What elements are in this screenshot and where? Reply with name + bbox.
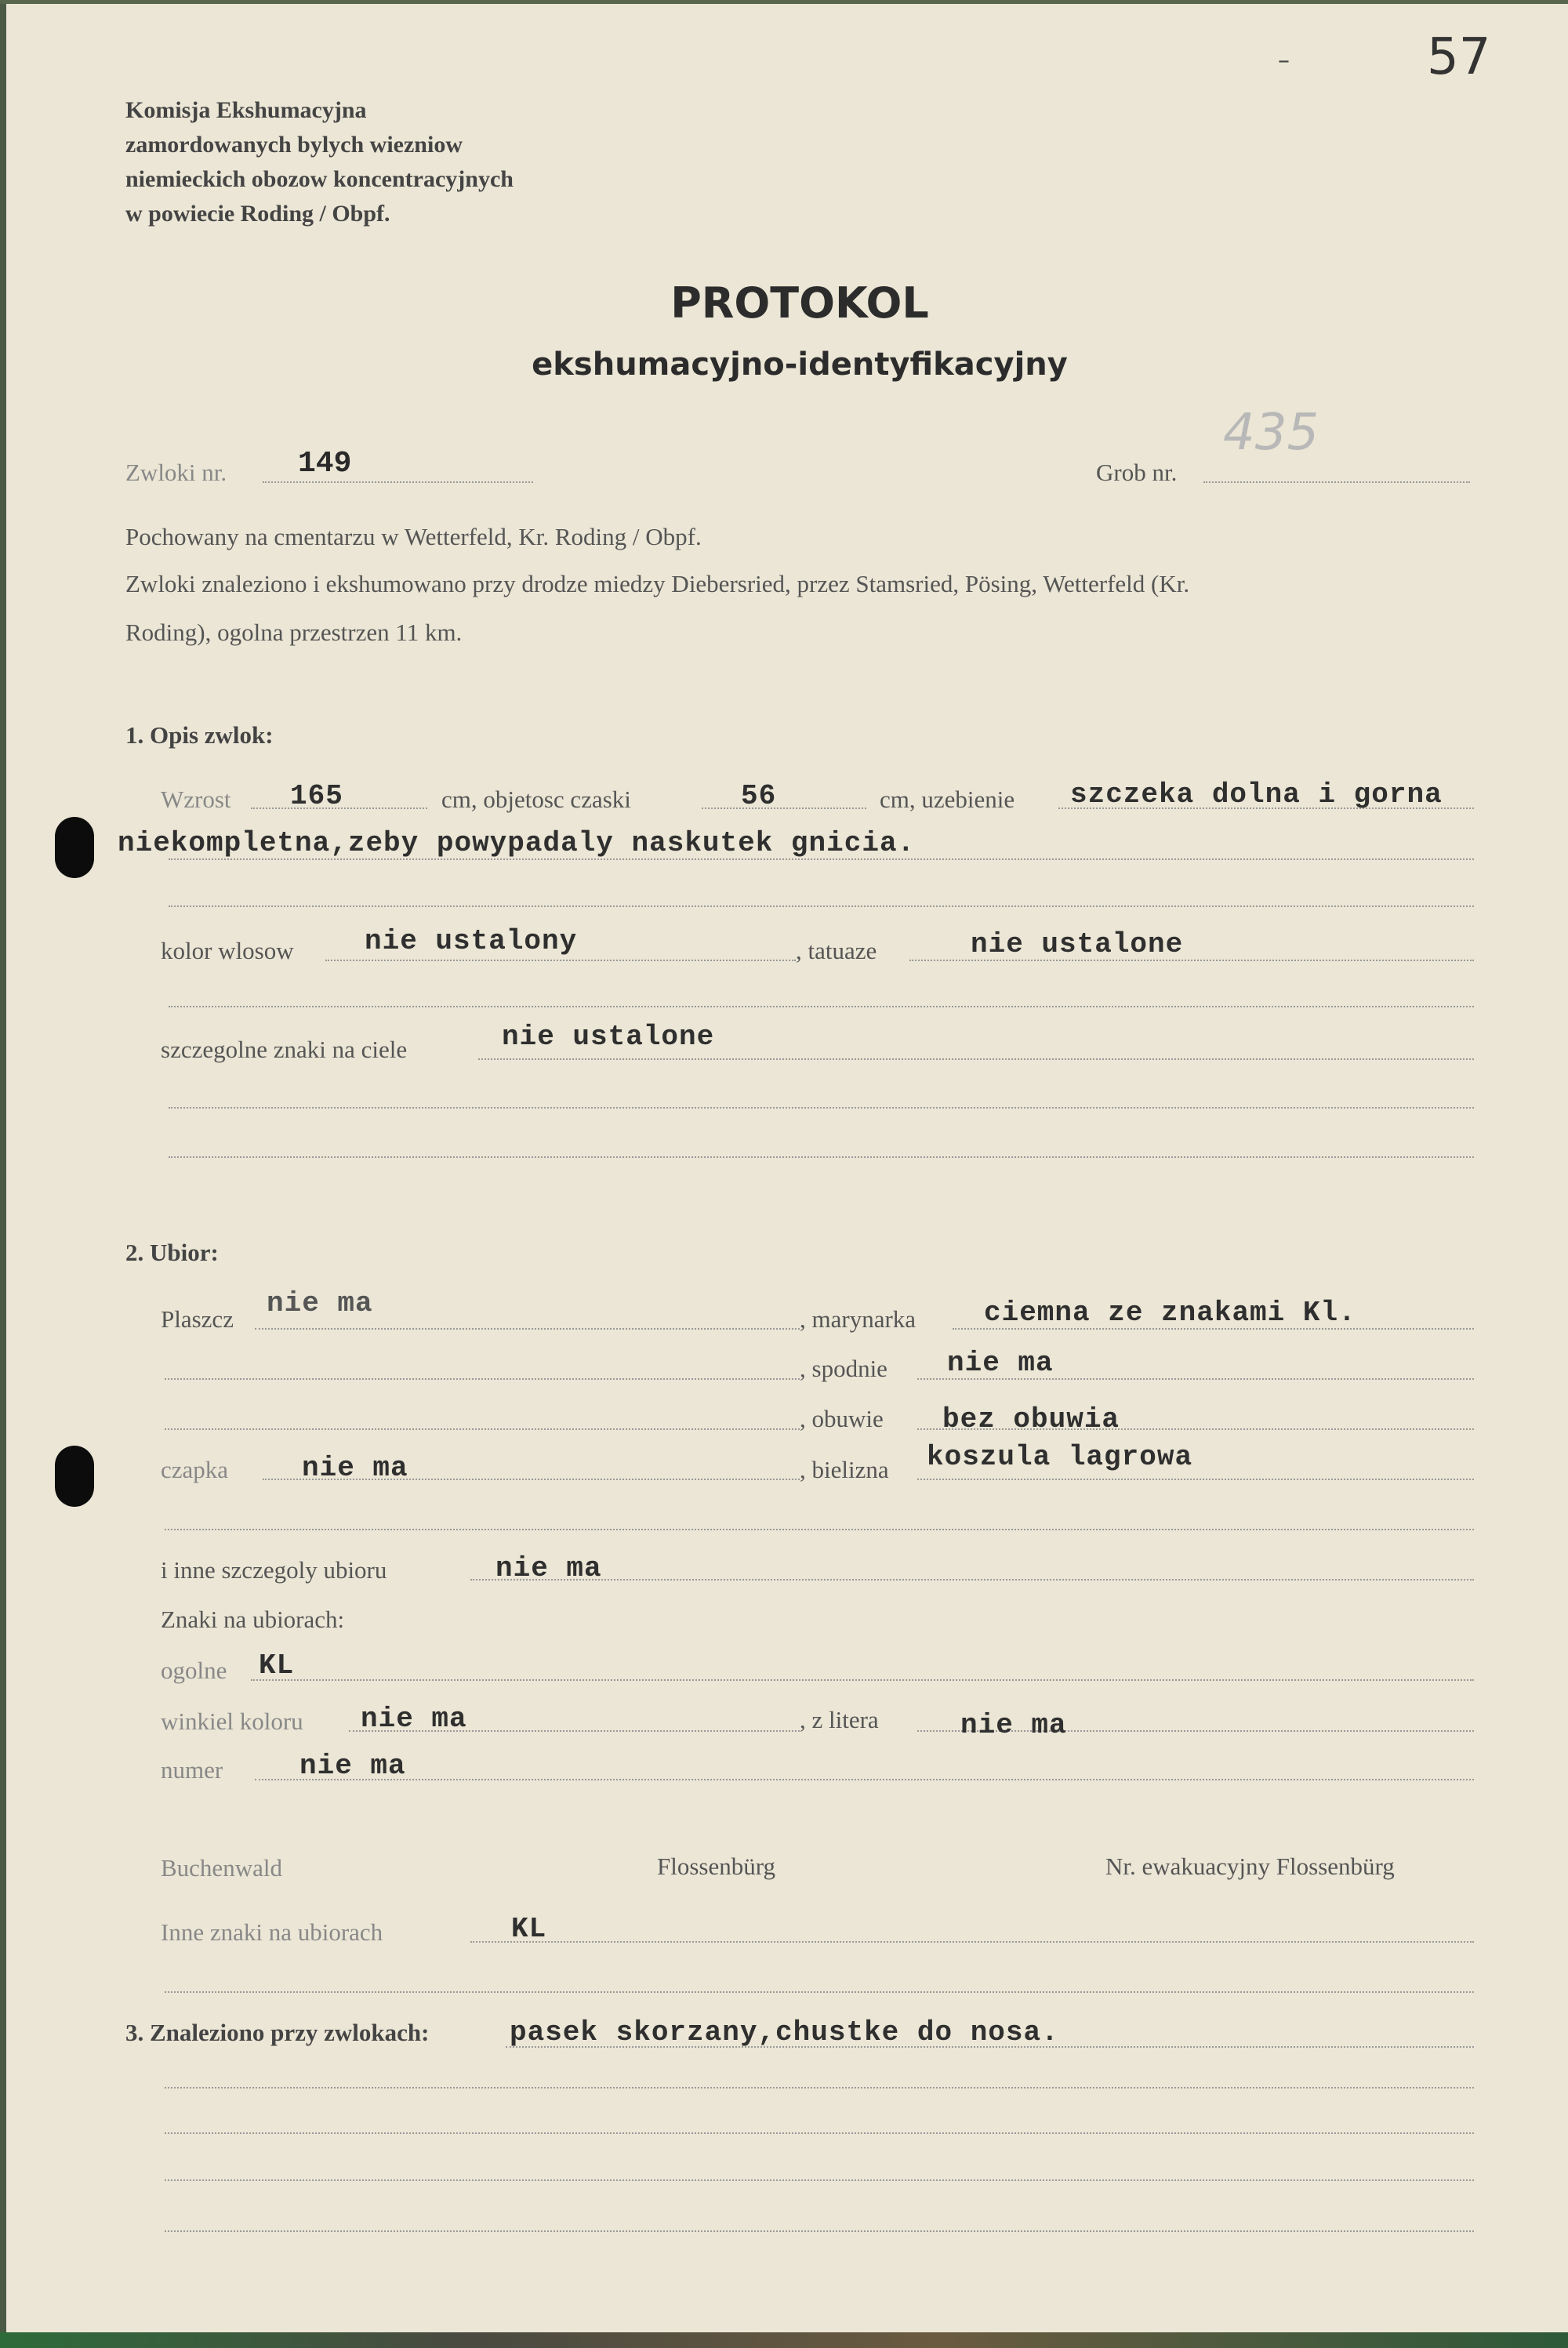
scan-edge-top: [0, 0, 1568, 4]
inne-znaki-value: KL: [511, 1913, 547, 1945]
tatuaze-label: , tatuaze: [796, 937, 877, 964]
wzrost-label: Wzrost: [161, 786, 231, 813]
scan-edge-bottom: [0, 2332, 1568, 2348]
marynarka-value: ciemna ze znakami Kl.: [984, 1297, 1356, 1329]
z-litera-label: , z litera: [800, 1706, 879, 1733]
section-3-heading: 3. Znaleziono przy zwlokach:: [125, 2019, 430, 2046]
winkiel-value: nie ma: [361, 1703, 467, 1735]
zwloki-label: Zwloki nr.: [125, 459, 227, 486]
kolor-value: nie ustalony: [365, 925, 578, 957]
plaszcz-line: [255, 1328, 800, 1330]
czaszka-line: [702, 807, 866, 809]
section1-blank-line-3: [169, 1107, 1474, 1109]
ubior-blank-line-1: [165, 1378, 800, 1380]
section1-blank-line-1: [169, 905, 1474, 907]
header-line-1: Komisja Ekshumacyjna: [125, 97, 367, 123]
bielizna-label: , bielizna: [800, 1456, 889, 1483]
obuwie-value: bez obuwia: [942, 1403, 1120, 1435]
z-litera-value: nie ma: [960, 1709, 1067, 1741]
intro-line-2: Zwloki znaleziono i ekshumowano przy drodze miedzy Diebersried, przez Stamsried, Pösing, Wetterfeld (Kr.: [125, 570, 1190, 597]
page-number: 57: [1427, 28, 1491, 86]
ogolne-value: KL: [259, 1649, 295, 1682]
ogolne-line: [251, 1679, 1474, 1681]
numer-line: [255, 1779, 1474, 1780]
obuwie-label: , obuwie: [800, 1405, 884, 1432]
tatuaze-value: nie ustalone: [971, 928, 1184, 960]
ubior-blank-line-2: [165, 1428, 800, 1430]
plaszcz-value: nie ma: [267, 1287, 373, 1319]
document-title: PROTOKOL: [670, 278, 929, 328]
czapka-value: nie ma: [302, 1452, 408, 1484]
uzebienie-continued: niekompletna,zeby powypadaly naskutek gnicia.: [118, 827, 916, 859]
numer-value: nie ma: [299, 1750, 406, 1782]
szczegolne-znaki-value: nie ustalone: [502, 1021, 715, 1053]
kolor-label: kolor wlosow: [161, 937, 294, 964]
grob-pencil-value: 435: [1223, 404, 1319, 462]
section1-blank-line-2: [169, 1006, 1474, 1007]
section-3-value: pasek skorzany,chustke do nosa.: [510, 2016, 1059, 2049]
spodnie-label: , spodnie: [800, 1355, 887, 1382]
czapka-label: czapka: [161, 1456, 229, 1483]
section1-blank-line-4: [169, 1156, 1474, 1158]
zwloki-value: 149: [298, 447, 352, 481]
header-line-2: zamordowanych bylych wiezniow: [125, 132, 463, 158]
grob-label: Grob nr.: [1096, 459, 1178, 486]
uzebienie-cont-line: [169, 858, 1474, 860]
czaszka-value: 56: [741, 780, 777, 812]
ogolne-label: ogolne: [161, 1657, 227, 1684]
nr-ewakuacyjny-label: Nr. ewakuacyjny Flossenbürg: [1105, 1853, 1395, 1880]
wzrost-value: 165: [290, 780, 343, 812]
bielizna-line: [917, 1479, 1474, 1480]
bielizna-value: koszula lagrowa: [927, 1441, 1193, 1473]
flossenburg-label: Flossenbürg: [657, 1853, 776, 1880]
plaszcz-label: Plaszcz: [161, 1305, 234, 1333]
header-line-4: w powiecie Roding / Obpf.: [125, 201, 390, 227]
section3-blank-line-2: [165, 2132, 1474, 2134]
inne-znaki-label: Inne znaki na ubiorach: [161, 1918, 383, 1946]
winkiel-label: winkiel koloru: [161, 1707, 303, 1735]
stamp-dash: –: [1278, 47, 1290, 74]
punch-hole-lower: [55, 1446, 94, 1507]
intro-line-1: Pochowany na cmentarzu w Wetterfeld, Kr. Roding / Obpf.: [125, 523, 702, 550]
kolor-line: [325, 960, 796, 961]
szczegolne-znaki-line: [478, 1058, 1474, 1060]
section3-blank-line-4: [165, 2230, 1474, 2232]
punch-hole-upper: [55, 817, 94, 878]
inne-szczegoly-value: nie ma: [495, 1552, 602, 1584]
section3-blank-line-1: [165, 2087, 1474, 2089]
grob-line: [1203, 481, 1470, 483]
ubior-blank-line-4: [165, 1991, 1474, 1993]
header-line-3: niemieckich obozow koncentracyjnych: [125, 166, 514, 192]
cm-uzebienie-label: cm, uzebienie: [880, 786, 1015, 813]
inne-szczegoly-line: [470, 1579, 1474, 1580]
numer-label: numer: [161, 1756, 223, 1784]
section-2-heading: 2. Ubior:: [125, 1239, 219, 1266]
section3-blank-line-3: [165, 2179, 1474, 2181]
intro-line-3: Roding), ogolna przestrzen 11 km.: [125, 619, 463, 646]
buchenwald-label: Buchenwald: [161, 1854, 282, 1882]
zwloki-line: [263, 481, 533, 483]
szczegolne-znaki-label: szczegolne znaki na ciele: [161, 1036, 408, 1063]
document-subtitle: ekshumacyjno-identyfikacyjny: [532, 347, 1068, 383]
spodnie-value: nie ma: [947, 1347, 1054, 1379]
cm-objetosc-label: cm, objetosc czaski: [441, 786, 631, 813]
ubior-blank-line-3: [165, 1529, 1474, 1530]
inne-znaki-line: [470, 1941, 1474, 1943]
znaki-na-ubiorach-label: Znaki na ubiorach:: [161, 1606, 345, 1633]
uzebienie-value: szczeka dolna i gorna: [1070, 778, 1443, 811]
marynarka-label: , marynarka: [800, 1305, 916, 1333]
inne-szczegoly-label: i inne szczegoly ubioru: [161, 1556, 387, 1584]
section-1-heading: 1. Opis zwlok:: [125, 721, 274, 749]
